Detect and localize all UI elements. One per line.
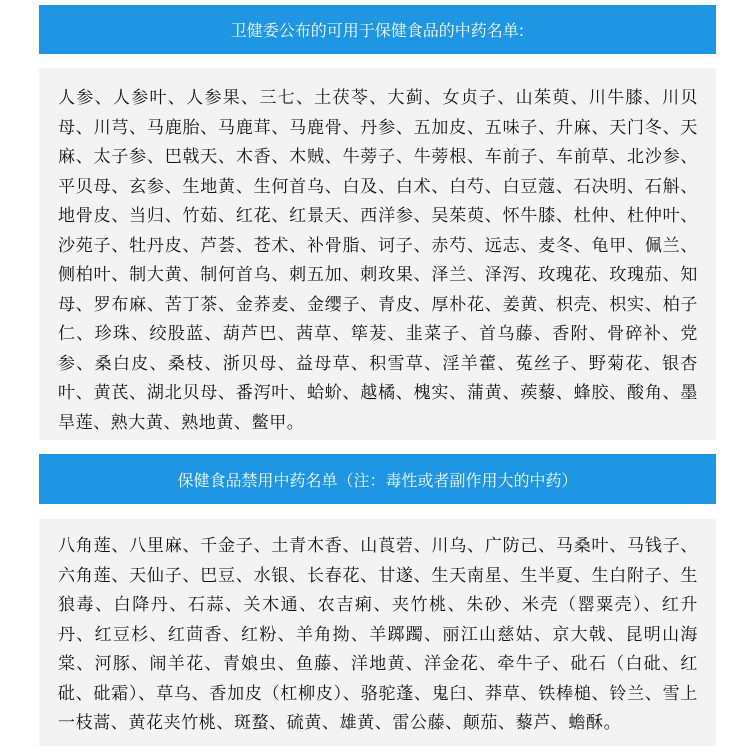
banned-list-title: 保健食品禁用中药名单（注：毒性或者副作用大的中药） bbox=[177, 470, 578, 490]
banned-list-header bbox=[39, 454, 716, 504]
allowed-list-header bbox=[39, 5, 716, 54]
banned-list-text: 八角莲、八里麻、千金子、土青木香、山莨菪、川乌、广防己、马桑叶、马钱子、六角莲、天仙子、巴豆、水银、长春花、甘遂、生天南星、生半夏、生白附子、生狼毒、白降丹、石蒜、关木通、农吉痢、夹竹桃、朱砂、米壳（罂粟壳）、红升丹、红豆杉、红茴香、红粉、羊角拗、羊踯躅、丽江山慈姑、京大戟、昆明山海棠、河豚、闹羊花、青娘虫、鱼藤、洋地黄、洋金花、牵牛子、砒石（白砒、红砒、砒霜）、草乌、香加皮（杠柳皮）、骆驼蓬、鬼臼、莽草、铁棒槌、铃兰、雪上一枝蒿、黄花夹竹桃、斑蝥、硫黄、雄黄、雷公藤、颠茄、藜芦、蟾酥。 bbox=[58, 536, 698, 733]
allowed-list-panel bbox=[39, 68, 716, 440]
allowed-list-title: 卫健委公布的可用于保健食品的中药名单: bbox=[230, 21, 525, 40]
allowed-list-text: 人参、人参叶、人参果、三七、土茯苓、大蓟、女贞子、山茱萸、川牛膝、川贝母、川芎、马鹿胎、马鹿茸、马鹿骨、丹参、五加皮、五味子、升麻、天门冬、天麻、太子参、巴戟天、木香、木贼、牛蒡子、牛蒡根、车前子、车前草、北沙参、平贝母、玄参、生地黄、生何首乌、白及、白术、白芍、白豆蔻、石决明、石斛、地骨皮、当归、竹茹、红花、红景天、西洋参、吴茱萸、怀牛膝、杜仲、杜仲叶、沙苑子、牡丹皮、芦荟、苍术、补骨脂、诃子、赤芍、远志、麦冬、龟甲、佩兰、侧柏叶、制大黄、制何首乌、刺五加、刺玫果、泽兰、泽泻、玫瑰花、玫瑰茄、知母、罗布麻、苦丁茶、金荞麦、金缨子、青皮、厚朴花、姜黄、枳壳、枳实、柏子仁、珍珠、绞股蓝、葫芦巴、茜草、筚茇、韭菜子、首乌藤、香附、骨碎补、党参、桑白皮、桑枝、浙贝母、益母草、积雪草、淫羊藿、菟丝子、野菊花、银杏叶、黄芪、湖北贝母、番泻叶、蛤蚧、越橘、槐实、蒲黄、蒺藜、蜂胶、酸角、墨旱莲、熟大黄、熟地黄、鳖甲。 bbox=[58, 88, 698, 433]
banned-list-panel bbox=[39, 519, 716, 746]
